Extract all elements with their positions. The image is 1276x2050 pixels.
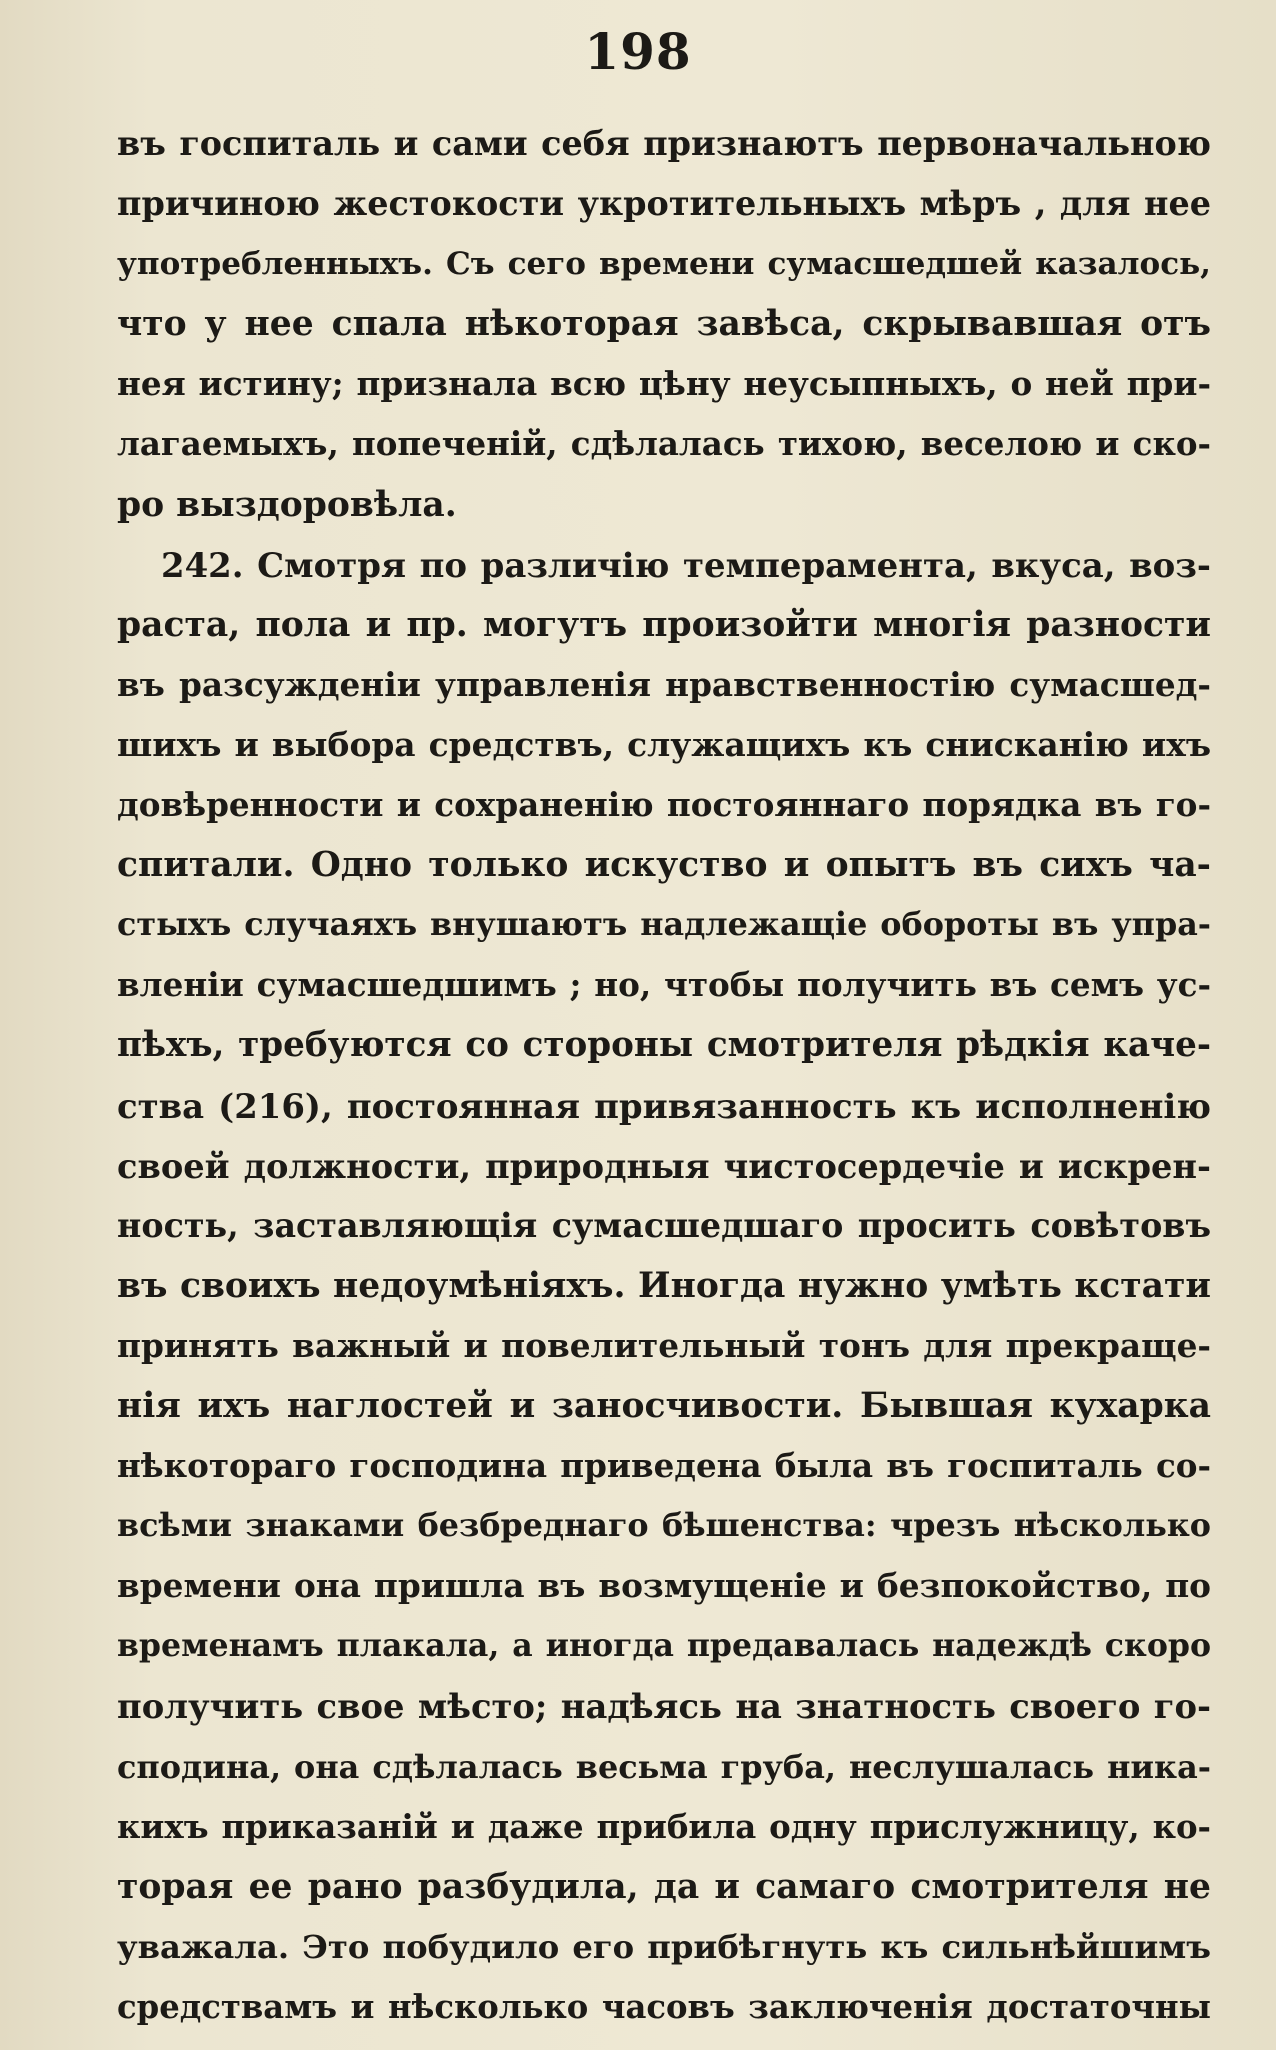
text-line: пѣхъ, требуются со стороны смотрителя рѣдкія каче- bbox=[117, 1025, 1211, 1066]
text-line: причиною жестокости укротительныхъ мѣръ , для нее bbox=[117, 184, 1211, 224]
text-line: нія ихъ наглостей и заносчивости. Бывшая кухарка bbox=[117, 1385, 1211, 1426]
text-line: ства (216), постоянная привязанность къ исполненію bbox=[117, 1085, 1211, 1126]
text-line: употребленныхъ. Съ сего времени сумасшедшей казалось, bbox=[117, 246, 1211, 283]
page-number: 198 bbox=[584, 22, 692, 81]
text-line: нея истину; признала всю цѣну неусыпныхъ, о ней при- bbox=[117, 364, 1211, 404]
text-line: нѣкотораго господина приведена была въ госпиталь со- bbox=[117, 1446, 1211, 1486]
text-line: въ госпиталь и сами себя признаютъ первоначальною bbox=[117, 124, 1211, 163]
text-line: торая ее рано разбудила, да и самаго смотрителя не bbox=[117, 1866, 1211, 1907]
body-text bbox=[117, 114, 1211, 2037]
paragraph-start-line: 242. Смотря по различію темперамента, вкуса, воз- bbox=[161, 544, 1211, 585]
text-line: ность, заставляющія сумасшедшаго просить совѣтовъ bbox=[117, 1205, 1211, 1245]
text-line: въ своихъ недоумѣніяхъ. Иногда нужно умѣть кстати bbox=[117, 1265, 1211, 1306]
text-line: вленіи сумасшедшимъ ; но, чтобы получить въ семъ ус- bbox=[117, 965, 1211, 1005]
text-line: получить свое мѣсто; надѣясь на знатность своего го- bbox=[117, 1686, 1211, 1727]
text-line: что у нее спала нѣкоторая завѣса, скрывавшая отъ bbox=[117, 304, 1211, 345]
text-line: средствамъ и нѣсколько часовъ заключенія достаточны bbox=[117, 1987, 1211, 2026]
text-line: лагаемыхъ, попеченій, сдѣлалась тихою, веселою и ско- bbox=[117, 425, 1211, 464]
text-line: уважала. Это побудило его прибѣгнуть къ сильнѣйшимъ bbox=[117, 1927, 1211, 1966]
text-line: принять важный и повелительный тонъ для прекраще- bbox=[117, 1325, 1211, 1365]
text-line: въ разсужденіи управленія нравственностію сумасшед- bbox=[117, 664, 1211, 704]
text-line: кихъ приказаній и даже прибила одну прислужницу, ко- bbox=[117, 1807, 1211, 1846]
text-line: спитали. Одно только искуство и опытъ въ сихъ ча- bbox=[117, 845, 1211, 886]
text-line: времени она пришла въ возмущеніе и безпокойство, по bbox=[117, 1566, 1211, 1606]
text-line: временамъ плакала, а иногда предавалась надеждѣ скоро bbox=[117, 1627, 1211, 1665]
text-line: раста, пола и пр. могутъ произойти многія разности bbox=[117, 604, 1211, 645]
text-line: довѣренности и сохраненію постояннаго порядка въ го- bbox=[117, 785, 1211, 825]
text-line: стыхъ случаяхъ внушаютъ надлежащіе обороты въ упра- bbox=[117, 906, 1211, 944]
text-line: всѣми знаками безбреднаго бѣшенства: чрезъ нѣсколько bbox=[117, 1507, 1211, 1545]
text-line: шихъ и выбора средствъ, служащихъ къ снисканію ихъ bbox=[117, 724, 1211, 764]
text-line: ро выздоровѣла. bbox=[117, 484, 457, 525]
text-line: своей должности, природныя чистосердечіе и искрен- bbox=[117, 1145, 1211, 1186]
text-line: сподина, она сдѣлалась весьма груба, неслушалась ника- bbox=[117, 1747, 1211, 1786]
